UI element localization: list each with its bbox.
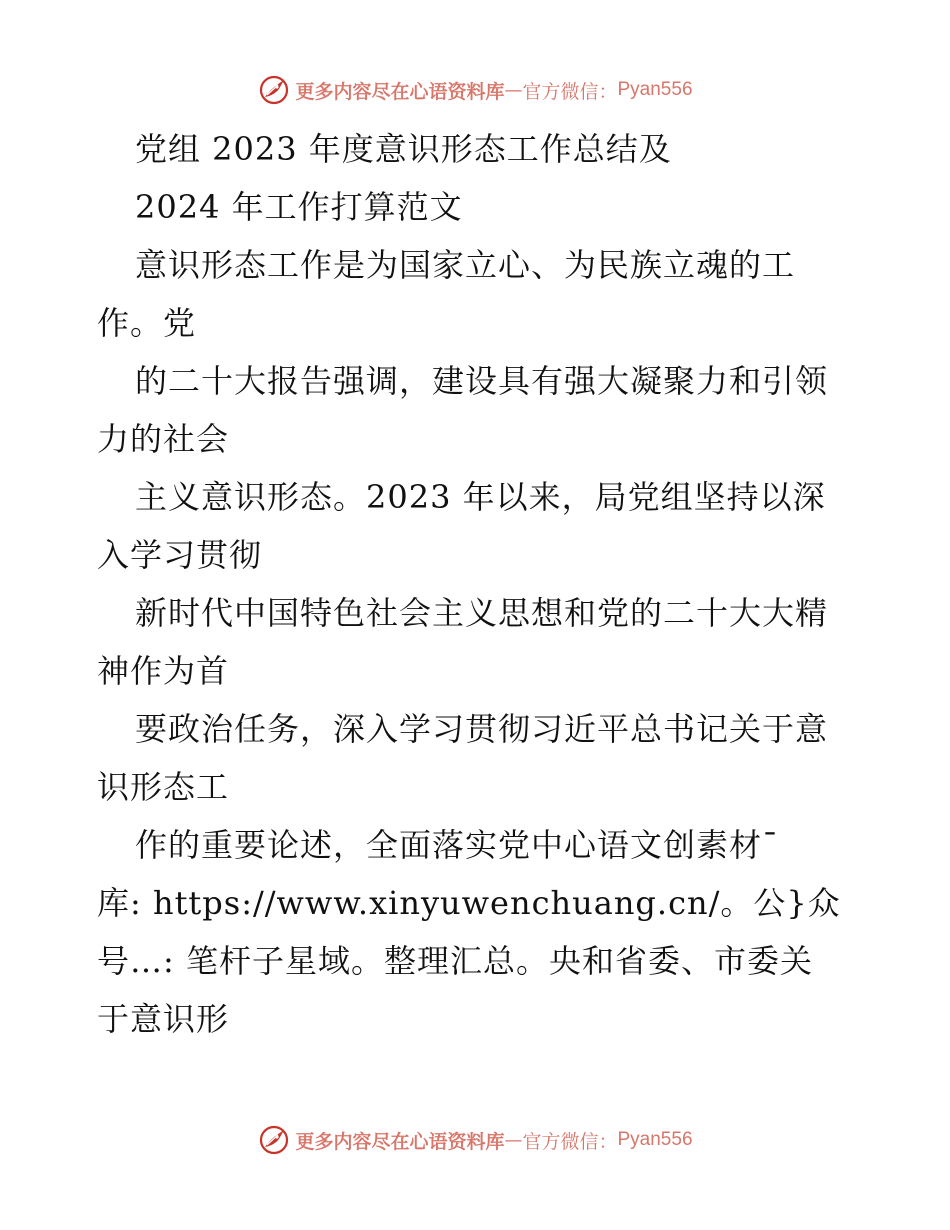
text-line: 主义意识形态。2023 年以来，局党组坚持以深 — [135, 478, 826, 516]
fountain-pen-nib-logo-icon — [257, 1123, 291, 1157]
text-line: 意识形态工作是为国家立心、为民族立魂的工 — [135, 246, 796, 284]
text-line: 神作为首 — [97, 652, 230, 690]
banner-separator: — — [504, 79, 523, 101]
text-line: 入学习贯彻 — [97, 536, 263, 574]
banner-contact-label: 官方微信： — [522, 80, 618, 103]
banner-contact-label: 官方微信： — [522, 1130, 618, 1153]
title-line-2: 2024 年工作打算范文 — [135, 188, 463, 226]
text-line: 库: https://www.xinyuwenchuang.cn/。公}众 — [97, 884, 841, 922]
title-line-1: 党组 2023 年度意识形态工作总结及 — [135, 130, 672, 168]
banner-contact-id: Pyan556 — [617, 1129, 693, 1150]
text-line: 识形态工 — [97, 768, 230, 806]
text-line: 作。党 — [97, 304, 197, 342]
text-line: 于意识形 — [97, 1000, 230, 1038]
banner-brand-text: 更多内容尽在心语资料库 — [295, 1130, 505, 1153]
text-line: 的二十大报告强调，建设具有强大凝聚力和引领 — [135, 362, 829, 400]
text-line: 作的重要论述，全面落实党中心语文创素材¯ — [135, 826, 780, 864]
header-banner — [0, 70, 950, 110]
banner-separator: — — [504, 1129, 523, 1151]
text-line: 号…: 笔杆子星域。整理汇总。央和省委、市委关 — [97, 942, 813, 980]
banner-contact-id: Pyan556 — [617, 79, 693, 100]
text-line: 新时代中国特色社会主义思想和党的二十大大精 — [135, 594, 829, 632]
text-line: 要政治任务，深入学习贯彻习近平总书记关于意 — [135, 710, 829, 748]
fountain-pen-nib-logo-icon — [257, 73, 291, 107]
text-line: 力的社会 — [97, 420, 230, 458]
banner-brand-text: 更多内容尽在心语资料库 — [295, 80, 505, 103]
footer-banner — [0, 1120, 950, 1160]
